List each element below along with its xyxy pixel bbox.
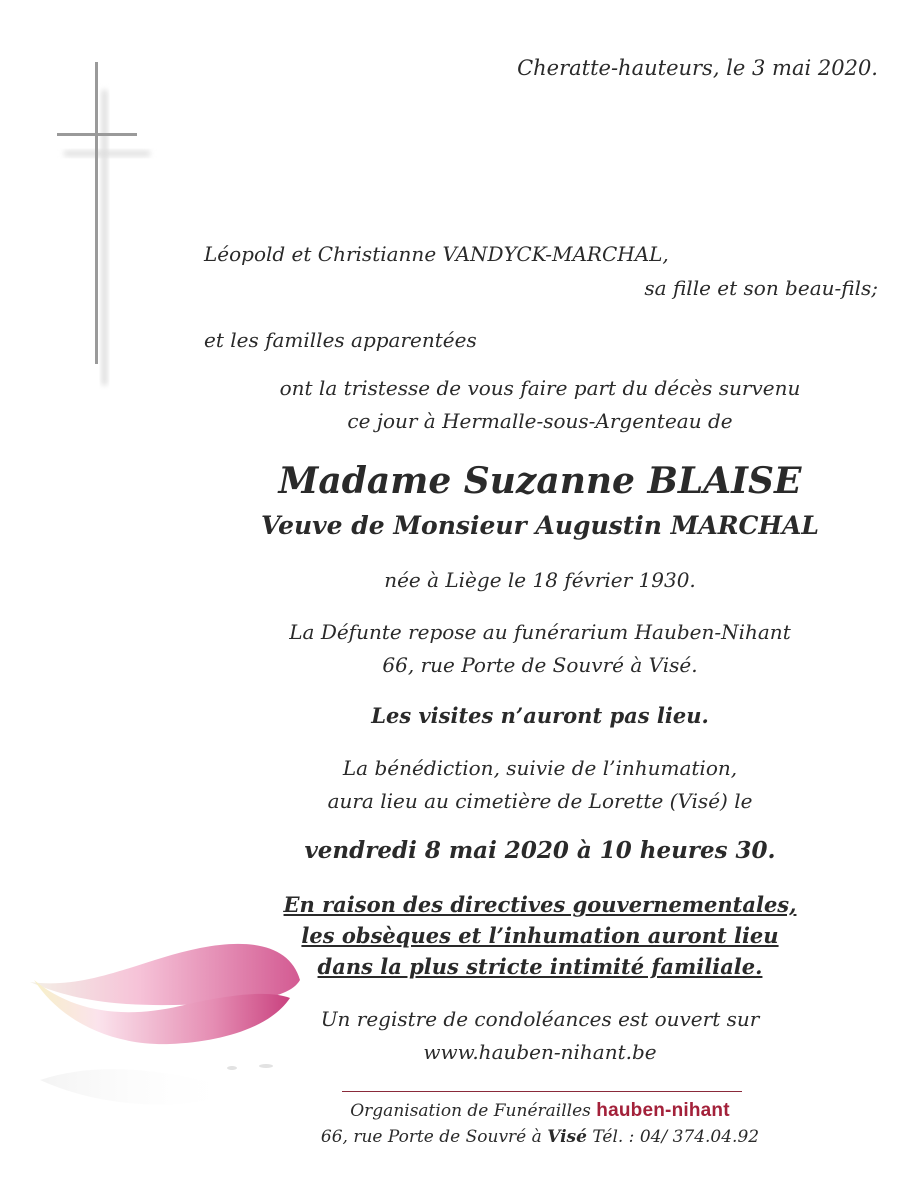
related-families: et les familles apparentées <box>204 328 477 352</box>
rest-line-2: 66, rue Porte de Souvré à Visé. <box>382 653 698 677</box>
footer-divider <box>342 1091 742 1092</box>
footer-address <box>240 1127 840 1147</box>
footer-address-prefix: 66, rue Porte de Souvré à <box>320 1127 542 1147</box>
announcement-line-2: ce jour à Hermalle-sous-Argenteau de <box>347 409 733 433</box>
announcement-line-1: ont la tristesse de vous faire part du décès survenu <box>279 376 801 400</box>
footer-city: Visé <box>547 1127 587 1147</box>
footer-phone: Tél. : 04/ 374.04.92 <box>592 1127 760 1147</box>
family-relation: sa fille et son beau-fils; <box>644 276 878 300</box>
deceased-spouse: Veuve de Monsieur Augustin MARCHAL <box>260 511 820 540</box>
condolences-line: Un registre de condoléances est ouvert sur <box>320 1007 760 1031</box>
notice-line-1: En raison des directives gouvernementales, <box>283 892 797 917</box>
ceremony-line-2: aura lieu au cimetière de Lorette (Visé) le <box>327 789 753 813</box>
ceremony-datetime: vendredi 8 mai 2020 à 10 heures 30. <box>304 837 776 864</box>
rest-line-1: La Défunte repose au funérarium Hauben-Nihant <box>289 620 791 644</box>
notice-line-2: les obsèques et l’inhumation auront lieu <box>301 923 779 948</box>
footer-org-prefix: Organisation de Funérailles <box>350 1101 591 1121</box>
notice-line-3: dans la plus stricte intimité familiale. <box>317 954 763 979</box>
footer-organisation <box>240 1100 840 1122</box>
ceremony-line-1: La bénédiction, suivie de l’inhumation, <box>342 756 738 780</box>
birth-info: née à Liège le 18 février 1930. <box>384 568 696 592</box>
deceased-name: Madame Suzanne BLAISE <box>278 460 802 502</box>
visits-notice: Les visites n’auront pas lieu. <box>371 703 709 728</box>
date-place: Cheratte-hauteurs, le 3 mai 2020. <box>517 56 878 80</box>
family-names: Léopold et Christianne VANDYCK-MARCHAL, <box>204 242 669 266</box>
brand-logo: hauben-nihant <box>596 1100 730 1121</box>
condolences-website[interactable]: www.hauben-nihant.be <box>423 1040 657 1064</box>
cross-icon <box>50 60 160 390</box>
